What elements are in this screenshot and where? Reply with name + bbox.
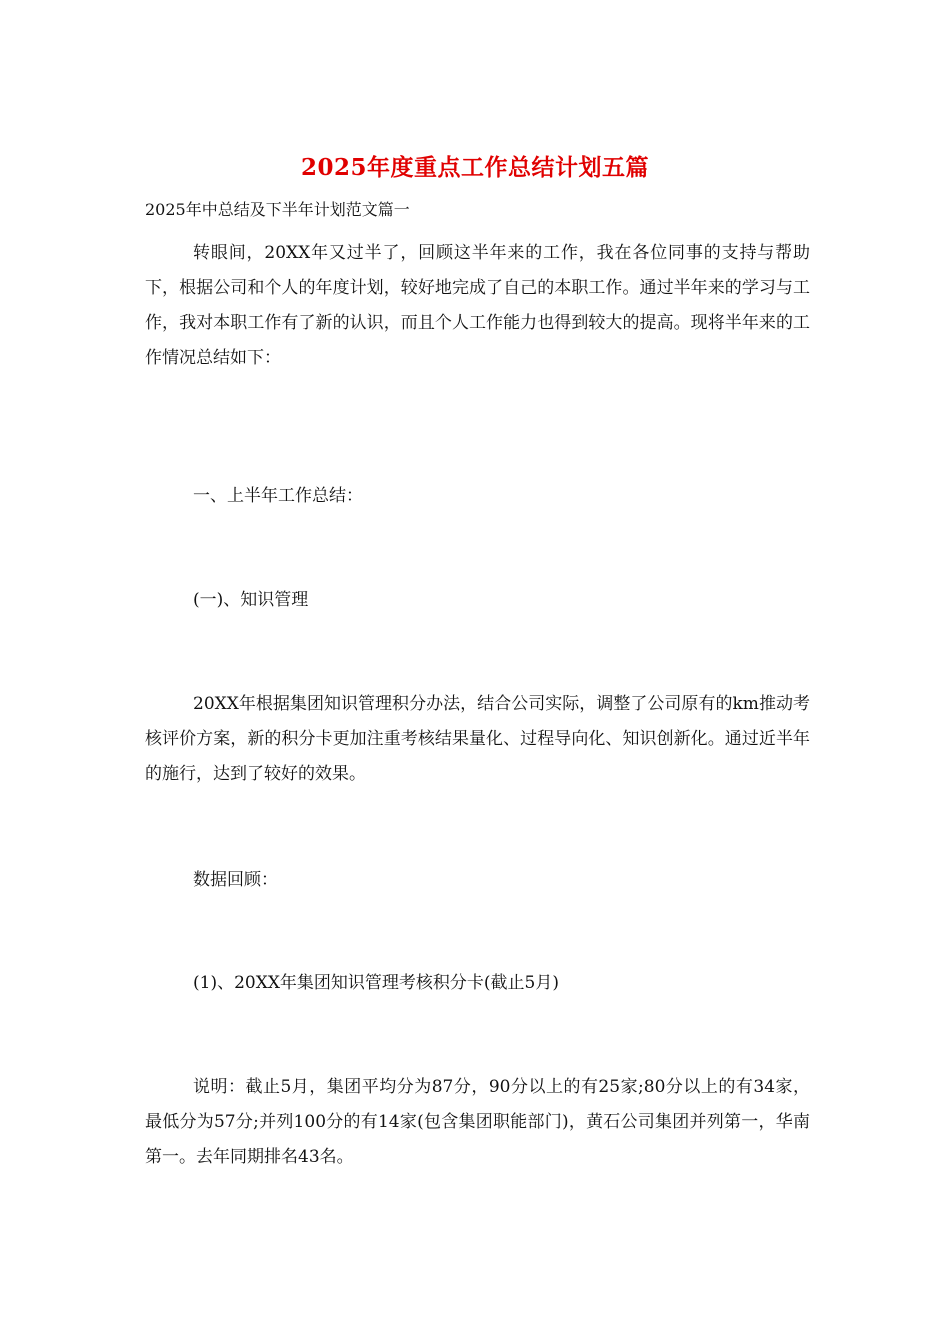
explanation-paragraph: 说明：截止5月，集团平均分为87分，90分以上的有25家;80分以上的有34家，最低分为57分;并列100分的有14家(包含集团职能部门)，黄石公司集团并列第一，华南第一。去年同期排名43名。 bbox=[145, 1077, 810, 1167]
km-paragraph: 20XX年根据集团知识管理积分办法，结合公司实际，调整了公司原有的km推动考核评价方案，新的积分卡更加注重考核结果量化、过程导向化、知识创新化。通过近半年的施行，达到了较好的效果。 bbox=[145, 694, 810, 784]
document-title: 2025年度重点工作总结计划五篇 bbox=[300, 154, 649, 181]
data-review-label: 数据回顾： bbox=[193, 870, 278, 890]
document-subtitle: 2025年中总结及下半年计划范文篇一 bbox=[145, 200, 410, 219]
subsection-heading: (一)、知识管理 bbox=[193, 590, 309, 610]
intro-paragraph: 转眼间，20XX年又过半了，回顾这半年来的工作，我在各位同事的支持与帮助下，根据公司和个人的年度计划，较好地完成了自己的本职工作。通过半年来的学习与工作，我对本职工作有了新的认识，而且个人工作能力也得到较大的提高。现将半年来的工作情况总结如下： bbox=[145, 243, 810, 368]
section-heading: 一、上半年工作总结： bbox=[193, 486, 363, 506]
scorecard-item: (1)、20XX年集团知识管理考核积分卡(截止5月) bbox=[193, 973, 559, 993]
